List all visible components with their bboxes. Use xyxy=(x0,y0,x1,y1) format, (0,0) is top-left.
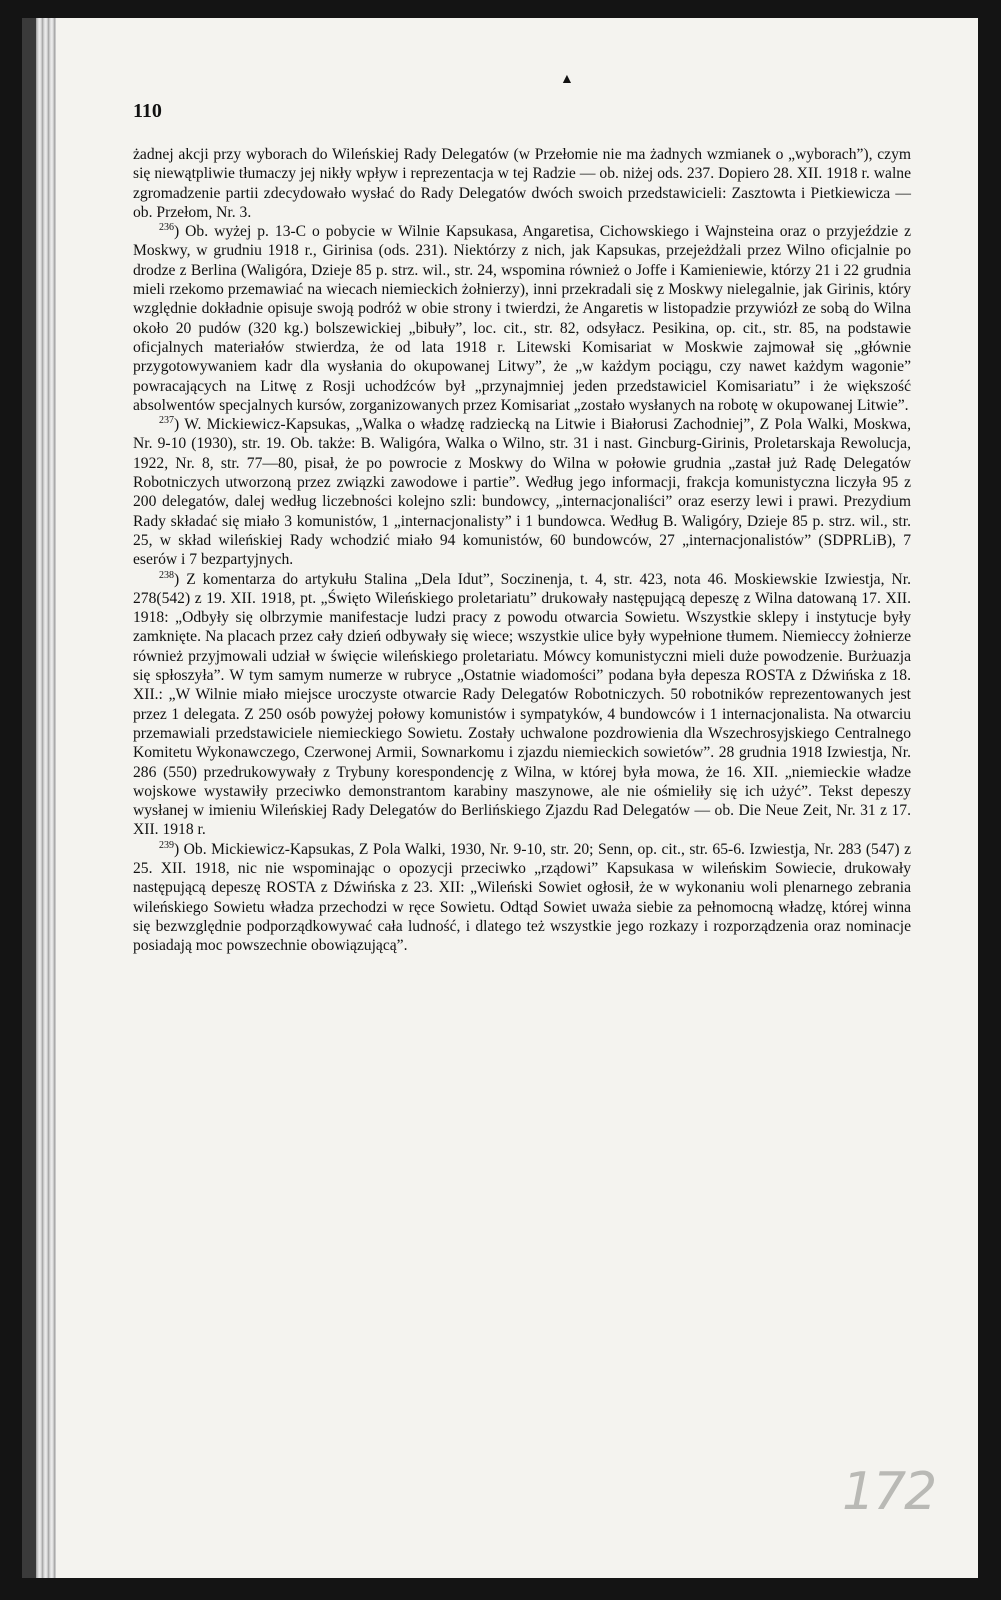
footnote-number: 239 xyxy=(159,839,174,851)
footnote-continuation: żadnej akcji przy wyborach do Wileńskiej Rady Delegatów (w Przełomie nie ma żadnych wzmianek o „wyborach”), czym się niewątpliwie tłumaczy jej nikły wpływ i reprezentacja w tej Radzie — ob. niżej ods. 237. Dopiero 28. XII. 1918 r. walne zgromadzenie partii zdecydowało wysłać do Rady Delegatów dwóch swoich przedstawicieli: Zasztowta i Pietkiewicza — ob. Przełom, Nr. 3. xyxy=(133,146,911,221)
handwritten-page-note: 172 xyxy=(842,1462,936,1522)
page-binding-edge xyxy=(36,18,56,1578)
footnote-237: $^{237}$) W. Mickiewicz-Kapsukas, „Walka o władzę radziecką na Litwie i Białorusi Zachodniej”, Z Pola Walki, Moskwa, Nr. 9-10 (1930), str. 19. Ob. także: B. Waligóra, Walka o Wilno, str. 31 i nast. Gincburg-Girinis, Proletarskaja Rewolucja, 1922, Nr. 8, str. 77—80, pisał, że po powrocie z Moskwy do Wilna w połowie grudnia „zastał już Radę Delegatów Robotniczych utworzoną przez związki zawodowe i partie”. Według jego informacji, frakcja komunistyczna liczyła 95 z 200 delegatów, dalej według liczebności kolejno szli: bundowcy, „internacjonaliści” oraz eserzy lewi i prawi. Prezydium Rady składać się miało 3 komunistów, 1 „internacjonalisty” i 1 bundowca. Według B. Waligóry, Dzieje 85 p. strz. wil., str. 25, w skład wileńskiej Rady wchodzić miało 94 komunistów, 60 bundowców, 27 „internacjonalistów” (SDPRLiB), 7 eserów i 7 bezpartyjnych. xyxy=(133,414,911,569)
footnote-236: $^{236}$) Ob. wyżej p. 13-C o pobycie w Wilnie Kapsukasa, Angaretisa, Cichowskiego i Wajnsteina oraz o przyjeździe z Moskwy, w grudniu 1918 r., Girinisa (ods. 231). Niektórzy z nich, jak Kapsukas, przejeżdżali przez Wilno oficjalnie po drodze z Berlina (Waligóra, Dzieje 85 p. strz. wil., str. 24, wspomina również o Joffe i Kamieniewie, którzy 21 i 22 grudnia mieli rzekomo przemawiać na wiecach niemieckich żołnierzy), inni przekradali się z Moskwy nielegalnie, jak Girinis, który względnie dokładnie opisuje swoją podróż w obie strony i twierdzi, że Angaretis w listopadzie przywiózł ze sobą do Wilna około 20 pudów (320 kg.) bolszewickiej „bibuły”, loc. cit., str. 82, odsyłacz. Pesikina, op. cit., str. 85, na podstawie oficjalnych materiałów stwierdza, że od lata 1918 r. Litewski Komisariat w Moskwie zajmował się „głównie przygotowywaniem kadr dla wysłania do okupowanej Litwy”, że „w każdym pociągu, czy nawet każdym wagonie” powracających na Litwę z Rosji uchodźców był „przynajmniej jeden przedstawiciel Komisariatu” i że większość absolwentów specjalnych kursów, zorganizowanych przez Komisariat „zostało wysłanych na robotę w okupowanej Litwie”. xyxy=(133,222,912,414)
footnote-text-body xyxy=(133,145,911,955)
footnote-number: 238 xyxy=(159,569,174,581)
footnote-number: 237 xyxy=(159,414,174,426)
page-number: 110 xyxy=(133,100,162,122)
ink-mark-icon: ▲ xyxy=(560,72,574,87)
footnote-239: $^{239}$) Ob. Mickiewicz-Kapsukas, Z Pola Walki, 1930, Nr. 9-10, str. 20; Senn, op. cit., str. 65-6. Izwiestja, Nr. 283 (547) z 25. XII. 1918, nic nie wspominając o opozycji przeciwko „rządowi” Kapsukasa w wileńskim Sowiecie, drukowały następującą depeszę ROSTA z Dźwińska z 23. XII: „Wileński Sowiet ogłosił, że w wykonaniu woli plenarnego zebrania wileńskiego Sowietu władza przechodzi w ręce Sowietu. Odtąd Sowiet uważa siebie za pełnomocną władzę, której winna się bezwzględnie podporządkowywać cała ludność, i dlatego też wszystkie jego rozkazy i rozporządzenia oraz nominacje posiadają moc powszechnie obowiązującą”. xyxy=(133,839,912,955)
footnote-number: 236 xyxy=(159,222,174,233)
footnote-238: $^{238}$) Z komentarza do artykułu Stalina „Dela Idut”, Soczinenja, t. 4, str. 423, nota 46. Moskiewskie Izwiestja, Nr. 278(542) z 19. XII. 1918, pt. „Święto Wileńskiego proletariatu” drukowały następującą depeszę z Wilna datowaną 17. XII. 1918: „Odbyły się olbrzymie manifestacje ludzi pracy z powodu otwarcia Sowietu. Wszystkie sklepy i instytucje były zamknięte. Na placach przez cały dzień odbywały się wiece; wszystkie ulice były wypełnione tłumem. Niemieccy żołnierze również przyjmowali udział w święcie wileńskiego proletariatu. Mówcy komunistyczni mieli duże powodzenie. Burżuazja się spłoszyła”. W tym samym numerze w rubryce „Ostatnie wiadomości” podana była depesza ROSTA z Dźwińska z 18. XII.: „W Wilnie miało miejsce uroczyste otwarcie Rady Delegatów Robotniczych. 50 robotników reprezentowanych jest przez 1 delegata. Z 250 osób powyżej połowy komunistów i sympatyków, 4 bundowców i 1 internacjonalista. Na otwarciu przemawiali przedstawiciele niemieckiego Sowietu. Zostały uchwalone pozdrowienia dla Wszechrosyjskiego Centralnego Komitetu Wykonawczego, Czerwonej Armii, Sownarkomu i zjazdu niemieckich sowietów”. 28 grudnia 1918 Izwiestja, Nr. 286 (550) przedrukowywały z Trybuny korespondencję z Wilna, w której była mowa, że 16. XII. „niemieckie władze wojskowe wystawiły przeciwko demonstrantom karabiny maszynowe, ale nie ośmieliły się ich użyć”. Tekst depeszy wysłanej w imieniu Wileńskiej Rady Delegatów do Berlińskiego Zjazdu Rad Delegatów — ob. Die Neue Zeit, Nr. 31 z 17. XII. 1918 r. xyxy=(133,569,911,839)
